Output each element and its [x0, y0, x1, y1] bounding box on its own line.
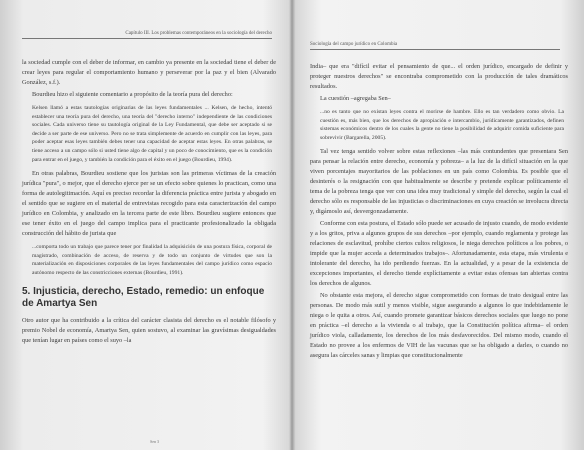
paragraph: En otras palabras, Bourdieu sostiene que los juristas son las primeras víctimas de la creación jurídica "pura", o mejor, que el derecho ejerce per se un efecto sobre quienes lo practican, como una forma de autolegitimación. Aquí es preciso recordar la diferencia práctica entre jurista y abogado en el sentido que se sugiere en el material de entrevistas recogido para esta caracterización del campo jurídico en Colombia, y analizado en la tercera parte de este libro. Bourdieu sugiere entonces que ese tener éxito en el juego del campo implica para el practicante profesionalizado la obligada construcción del hábito de jurista que: [22, 170, 276, 238]
block-quote: ...no es tanto que no existan leyes contra el morirse de hambre. Ello es tan verdadero como obvio. La cuestión es, más bien, que los derechos de apropiación e intercambio, jurídicamente garantizados, definen sistemas económicos dentro de los cuales la gente no tiene la posibilidad de adquirir comida suficiente para sobrevivir (Bargarella, 2005).: [320, 109, 564, 141]
block-quote: ...comporta todo un trabajo que parece tener por finalidad la adquisición de una postura física, corporal de magistrado, combinación de acceso, de reserva y de todo un conjunto de virtudes que son la materialización en disposiciones corporales de las leyes fundamentales del campo jurídico como espacio autónomo respecto de las constricciones externas (Bourdieu, 1991).: [32, 244, 272, 276]
page-body: [310, 62, 568, 363]
paragraph: Conforme con esta postura, el Estado sólo puede ser acusado de injusto cuando, de modo evidente y a los gritos, priva a algunos grupos de sus derechos –por ejemplo, cuando reglamenta y protege las relaciones de esclavitud, prohíbe ciertos cultos religiosos, le niega derechos políticos a los pobres, o impide que la mujer acceda a determinados trabajos–. Afortunadamente, esta etapa, más virulenta e intolerante del derecho, ha ido perdiendo fuerzas. En la actualidad, y a pesar de la existencia de excepciones importantes, el derecho tiende explícitamente a evitar estas ofensas tan abiertas contra los derechos de algunos.: [310, 220, 568, 288]
paragraph: la sociedad cumple con el deber de informar, en cambio ya presente en la sociedad tiene el deber de crear leyes para regular el comportamiento humano y perseverar por la paz y el bien (Alvarado González, s.f.).: [22, 59, 276, 86]
header-rule: [310, 49, 560, 50]
paragraph: Bourdieu hizo el siguiente comentario a propósito de la teoría pura del derecho:: [32, 91, 233, 98]
header-rule: [22, 38, 272, 39]
right-page: [296, 0, 584, 450]
block-quote: Kelsen llamó a estas tautologías originarias de las leyes fundamentales ... Kelsen, de hecho, intentó establecer una teoría pura del derecho, una teoría del "derecho interno" independiente de las condiciones sociales. Cada universo tiene su tautología original de la Ley Fundamental, que debe ser aceptado si se decide a ser parte de ese universo. Pero no se trata simplemente de acuerdo en cumplir con las leyes, para poder aceptar esas leyes también debes tener una capacidad de aceptar estas leyes. En otras palabras, se tiene acceso a un campo sólo si usted tiene algo de capital y un poco de conocimiento, que es la condición para entrar en el juego, y también la condición para el éxito en el juego (Bourdieu, 1994).: [32, 105, 272, 163]
paragraph: No obstante esta mejora, el derecho sigue comprometido con formas de trato desigual entre las personas. De modo más sutil y menos visible, sigue asegurando a algunos lo que indebidamente le niega o le quita a otros. Así, cuando promete garantizar básicos derechos sociales que luego no pone en práctica –el derecho a la vivienda o al trabajo, que la Constitución política afirma– el orden jurídico viola, calladamente, los derechos de los más desfavorecidos. Del mismo modo, cuando el Estado no provee a los enfermos de VIH de las vacunas que se ha obligado a darles, o cuando no asegura las cárceles sanas y limpias que constitucionalmente: [310, 292, 568, 360]
paragraph: Tal vez tenga sentido volver sobre estas reflexiones –las más contundentes que presentara Sen para pensar la relación entre derecho, economía y pobreza– a la luz de la difícil situación en la que viven porcentajes mayoritarios de las poblaciones en un país como Colombia. Es posible que el desinterés o la resignación con que habitualmente se describe y pretende explicar políticamente el tema de la pobreza tenga que ver con una idea muy tradicional y simple del derecho, según la cual el derecho sólo es responsable de las injusticias o discriminaciones en cuya creación se involucra directa y, digámoslo así, desvergonzadamente.: [310, 148, 568, 216]
page-body: [22, 58, 276, 348]
section-heading: 5. Injusticia, derecho, Estado, remedio: un enfoque de Amartya Sen: [22, 285, 265, 309]
paragraph: La cuestión –agregaba Sen–: [320, 95, 391, 102]
paragraph: Otro autor que ha contribuido a la crítica del carácter clasista del derecho es el notable filósofo y premio Nobel de economía, Amartya Sen, quien sostuvo, al examinar las gravísimas desigualdades que tenían lugar en países como el suyo –la: [22, 316, 276, 344]
paragraph: India– que era "difícil evitar el pensamiento de que... el orden jurídico, encargado de definir y proteger nuestros derechos" se encontraba comprometido con la producción de tales dramáticos resultados.: [310, 63, 568, 90]
left-page: [0, 0, 290, 450]
page-footer: Sen 3: [150, 439, 159, 444]
running-header: Capítulo III. Los problemas contemporáneos en la sociología del derecho: [125, 31, 272, 36]
running-header: Sociología del campo jurídico en Colombia: [310, 42, 398, 47]
